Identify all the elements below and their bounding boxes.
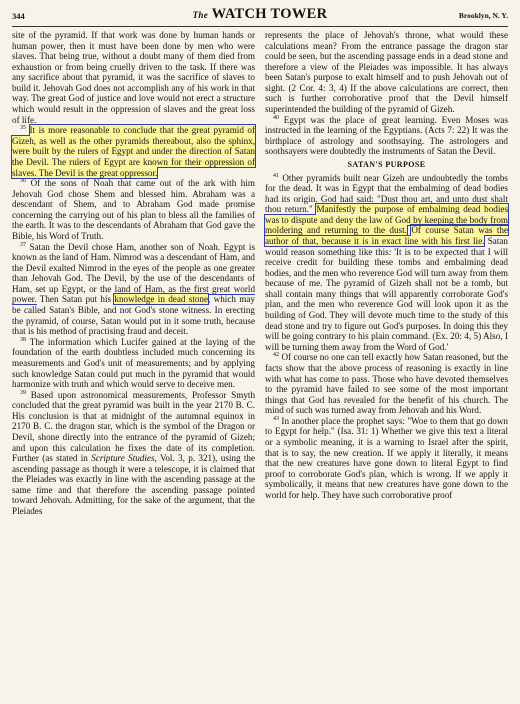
- highlight: knowledge in dead stone: [114, 294, 209, 305]
- paragraph-37: $^{37}$ Satan the Devil chose Ham, another son of Noah. Egypt is known as the land of Ham. Nimrod was a descendant of Ham, and the Devil exalted Nimrod in the eyes of the people as one greater than Jehovah God. The Devil, by the use of the descendants of Ham, set up Egypt, or the land of Ham, as the first great world power. Then Satan put his knowledge in dead stone, which may be called Satan's Bible, and not God's stone witness. In erecting the pyramid, of course, Satan would put in it some truth, because that is his method of practising fraud and deceit.: [12, 241, 256, 337]
- right-column: [265, 30, 508, 517]
- location: Brooklyn, N. Y.: [458, 11, 508, 20]
- paragraph-39: $^{39}$ Based upon astronomical measurements, Professor Smyth concluded that the great pyramid was built in the year 2170 B. C. His conclusion is that at midnight of the autumnal equinox in 2170 B. C. the dragon star, which is the symbol of the Dragon or Devil, shone directly into the entrance of the pyramid of Gizeh; and upon this calculation he fixes the date of its completion. Further (as stated in Scripture Studies, Vol. 3, p. 321), using the ascending passage as though it were a telescope, it is claimed that the Pleiades was exactly in line with the ascending passage at the same time and that therefore the ascending passage pointed toward Jehovah. Admitting, for the sake of the argument, that the Pleiades: [12, 389, 256, 517]
- paragraph-36: $^{36}$ Of the sons of Noah that came out of the ark with him Jehovah God chose Shem and blessed him. Abraham was a descendant of Shem, and to Abraham God made promise concerning the carrying out of his plan to bless all the families of the earth. It was to the descendants of Abraham that God gave the Bible, his Word of Truth.: [12, 178, 256, 241]
- magazine-title: The WATCH TOWER: [192, 6, 328, 22]
- highlight: Manifestly the purpose of embalming dead bodies was to dispute and deny the law of God by keeping the body from moldering and returning to the dust.: [265, 204, 508, 236]
- paragraph-41: $^{41}$ Other pyramids built near Gizeh are undoubtedly the tombs for the dead. It was in Egypt that the embalming of dead bodies had its origin. God had said: "Dust thou art, and unto dust shalt thou return." Manifestly the purpose of embalming dead bodies was to dispute and deny the law of God by keeping the body from moldering and returning to the dust. Of course Satan was the author of that, because it is in exact line with his first lie. Satan would reason something like this: 'It is to be expected that I will receive credit for building these tombs and embalming dead bodies, and the men who reverence God will turn away from them because of me. The pyramid of Gizeh shall not be a tomb, but shall contain many things that will apparently corroborate God's plan, and the men who reverence God will look upon it as the building of God. They will devote much time to the study of this dead stone and try to figure out God's purposes. In doing this they will be going contrary to his plain command. (Ex. 20: 4, 5) Also, I will be turning them away from the Word of God.': [265, 172, 508, 352]
- paragraph-43: $^{43}$ In another place the prophet says: "Woe to them that go down to Egypt for help." (Isa. 31: 1) Whether we give this text a literal or a symbolic meaning, it is a warning to Israel after the spirit, that is to say, the new creation. If we apply it literally, it means that the new creatures have gone down to literal Egypt to find proof to corroborate God's plan, which is wrong. If we apply it symbolically, it means that new creatures have gone down to the world for help. They have such corroborative proof: [265, 415, 508, 500]
- highlight: Of course Satan was the author of that, because it is in exact line with his first lie.: [265, 225, 508, 246]
- paragraph-40: $^{40}$ Egypt was the place of great learning. Even Moses was instructed in the learning of the Egyptians. (Acts 7: 22) It was the birthplace of astrology and soothsaying. The astrologers and soothsayers were doubtedly the instruments of Satan the Devil.: [265, 114, 509, 157]
- section-heading: SATAN'S PURPOSE: [347, 159, 426, 169]
- paragraph-35: $^{35}$ It is more reasonable to conclude that the great pyramid of Gizeh, as well as the other pyramids thereabout, also the sphinx, were built by the rulers of Egypt and under the direction of Satan the Devil. The rulers of Egypt are known for their oppression of slaves. The Devil is the great oppressor.: [12, 125, 255, 178]
- paragraph-42: $^{42}$ Of course no one can tell exactly how Satan reasoned, but the facts show that the above process of reasoning is exactly in line with what has come to pass. Those who have devoted themselves to the pyramid have failed to see some of the most important things that God has revealed for the benefit of his church. The mind of such was turned away from Jehovah and his Word.: [265, 352, 509, 416]
- page-number: 344: [12, 11, 25, 21]
- paragraph: represents the place of Jehovah's throne, what would these calculations mean? From the entrance passage the dragon star could be seen, but the ascending passage ends in a dead stone and therefore a view of the Pleiades was impossible. It has always been Satan's purpose to exalt himself and to push Jehovah out of sight. (2 Cor. 4: 3, 4) If the above calculations are correct, then such is further corroborative proof that the Devil himself superintended the building of the pyramid of Gizeh.: [265, 30, 508, 115]
- article-body: [12, 30, 508, 517]
- paragraph: site of the pyramid. If that work was done by human hands or human power, then it must have been done by men who were slaves. That being true, without a doubt many of them died from exhaustion or from being cruelly driven to the task. If there was any sacrifice about that pyramid, it was the sacrifice of slaves to build it. Jehovah God does not accomplish any of his work in that way. The great God of justice and love would not erect a structure which would result in the oppression of slaves and the great loss of life.: [12, 30, 255, 125]
- left-column: [12, 30, 255, 517]
- underline: the first great world power.: [12, 283, 256, 305]
- paragraph-38: $^{38}$ The information which Lucifer gained at the laying of the foundation of the earth doubtless included much concerning its measurements and God's unit of measurements; and by applying such knowledge Satan could put much in the pyramid that would harmonize with truth and which would serve to deceive men.: [12, 336, 255, 390]
- page-header: [12, 6, 508, 27]
- highlight: It is more reasonable to conclude that the great pyramid of Gizeh, as well as the other pyramids thereabout, also the sphinx, were built by the rulers of Egypt and under the direction of Satan the Devil. The rulers of Egypt are known for their oppression of slaves. The Devil is the great oppressor.: [12, 125, 255, 178]
